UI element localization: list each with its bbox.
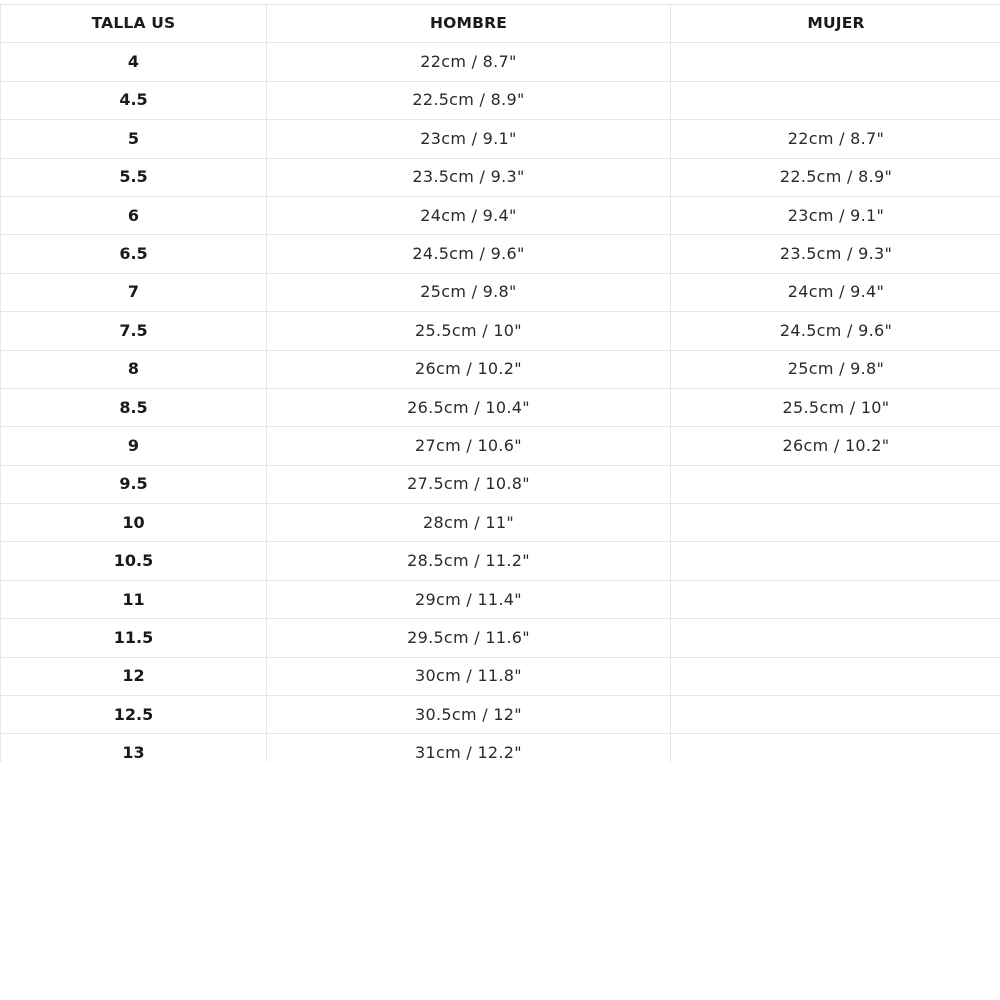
table-row: [1, 312, 1000, 350]
men-size-cell: 26.5cm / 10.4": [267, 388, 671, 426]
table-row: [1, 619, 1000, 657]
women-size-cell: 24cm / 9.4": [671, 273, 1000, 311]
men-size-cell: 26cm / 10.2": [267, 350, 671, 388]
men-size-cell: 30.5cm / 12": [267, 696, 671, 734]
men-size-cell: 28.5cm / 11.2": [267, 542, 671, 580]
women-size-cell: 24.5cm / 9.6": [671, 312, 1000, 350]
table-row: [1, 81, 1000, 119]
header-women: MUJER: [671, 5, 1000, 43]
table-row: [1, 120, 1000, 158]
men-size-cell: 22.5cm / 8.9": [267, 81, 671, 119]
size-chart: [0, 4, 1000, 762]
us-size-cell: 7.5: [1, 312, 267, 350]
us-size-cell: 7: [1, 273, 267, 311]
table-row: [1, 734, 1000, 762]
us-size-cell: 11.5: [1, 619, 267, 657]
us-size-cell: 10.5: [1, 542, 267, 580]
men-size-cell: 23.5cm / 9.3": [267, 158, 671, 196]
women-size-cell: 26cm / 10.2": [671, 427, 1000, 465]
women-size-cell: [671, 696, 1000, 734]
us-size-cell: 9.5: [1, 465, 267, 503]
us-size-cell: 11: [1, 580, 267, 618]
women-size-cell: [671, 580, 1000, 618]
us-size-cell: 5: [1, 120, 267, 158]
women-size-cell: 23.5cm / 9.3": [671, 235, 1000, 273]
men-size-cell: 23cm / 9.1": [267, 120, 671, 158]
women-size-cell: [671, 504, 1000, 542]
men-size-cell: 24.5cm / 9.6": [267, 235, 671, 273]
table-row: [1, 196, 1000, 234]
us-size-cell: 8.5: [1, 388, 267, 426]
men-size-cell: 29cm / 11.4": [267, 580, 671, 618]
us-size-cell: 9: [1, 427, 267, 465]
us-size-cell: 12: [1, 657, 267, 695]
men-size-cell: 30cm / 11.8": [267, 657, 671, 695]
men-size-cell: 25cm / 9.8": [267, 273, 671, 311]
table-body: [1, 43, 1000, 762]
women-size-cell: [671, 734, 1000, 762]
table-row: [1, 580, 1000, 618]
table-row: [1, 696, 1000, 734]
us-size-cell: 8: [1, 350, 267, 388]
header-us-size: TALLA US: [1, 5, 267, 43]
header-men: HOMBRE: [267, 5, 671, 43]
us-size-cell: 12.5: [1, 696, 267, 734]
women-size-cell: 23cm / 9.1": [671, 196, 1000, 234]
table-row: [1, 43, 1000, 81]
women-size-cell: 25.5cm / 10": [671, 388, 1000, 426]
us-size-cell: 5.5: [1, 158, 267, 196]
men-size-cell: 27.5cm / 10.8": [267, 465, 671, 503]
us-size-cell: 13: [1, 734, 267, 762]
men-size-cell: 29.5cm / 11.6": [267, 619, 671, 657]
women-size-cell: [671, 81, 1000, 119]
table-row: [1, 158, 1000, 196]
women-size-cell: 22.5cm / 8.9": [671, 158, 1000, 196]
men-size-cell: 25.5cm / 10": [267, 312, 671, 350]
size-table: [0, 4, 1000, 762]
women-size-cell: [671, 465, 1000, 503]
us-size-cell: 4.5: [1, 81, 267, 119]
table-row: [1, 504, 1000, 542]
women-size-cell: 22cm / 8.7": [671, 120, 1000, 158]
men-size-cell: 27cm / 10.6": [267, 427, 671, 465]
men-size-cell: 24cm / 9.4": [267, 196, 671, 234]
us-size-cell: 4: [1, 43, 267, 81]
table-row: [1, 350, 1000, 388]
table-row: [1, 657, 1000, 695]
table-row: [1, 542, 1000, 580]
table-row: [1, 235, 1000, 273]
table-row: [1, 465, 1000, 503]
table-row: [1, 388, 1000, 426]
us-size-cell: 6: [1, 196, 267, 234]
men-size-cell: 28cm / 11": [267, 504, 671, 542]
men-size-cell: 22cm / 8.7": [267, 43, 671, 81]
us-size-cell: 6.5: [1, 235, 267, 273]
table-row: [1, 273, 1000, 311]
women-size-cell: [671, 43, 1000, 81]
us-size-cell: 10: [1, 504, 267, 542]
women-size-cell: [671, 542, 1000, 580]
women-size-cell: 25cm / 9.8": [671, 350, 1000, 388]
table-row: [1, 427, 1000, 465]
women-size-cell: [671, 619, 1000, 657]
men-size-cell: 31cm / 12.2": [267, 734, 671, 762]
table-header-row: [1, 5, 1000, 43]
women-size-cell: [671, 657, 1000, 695]
